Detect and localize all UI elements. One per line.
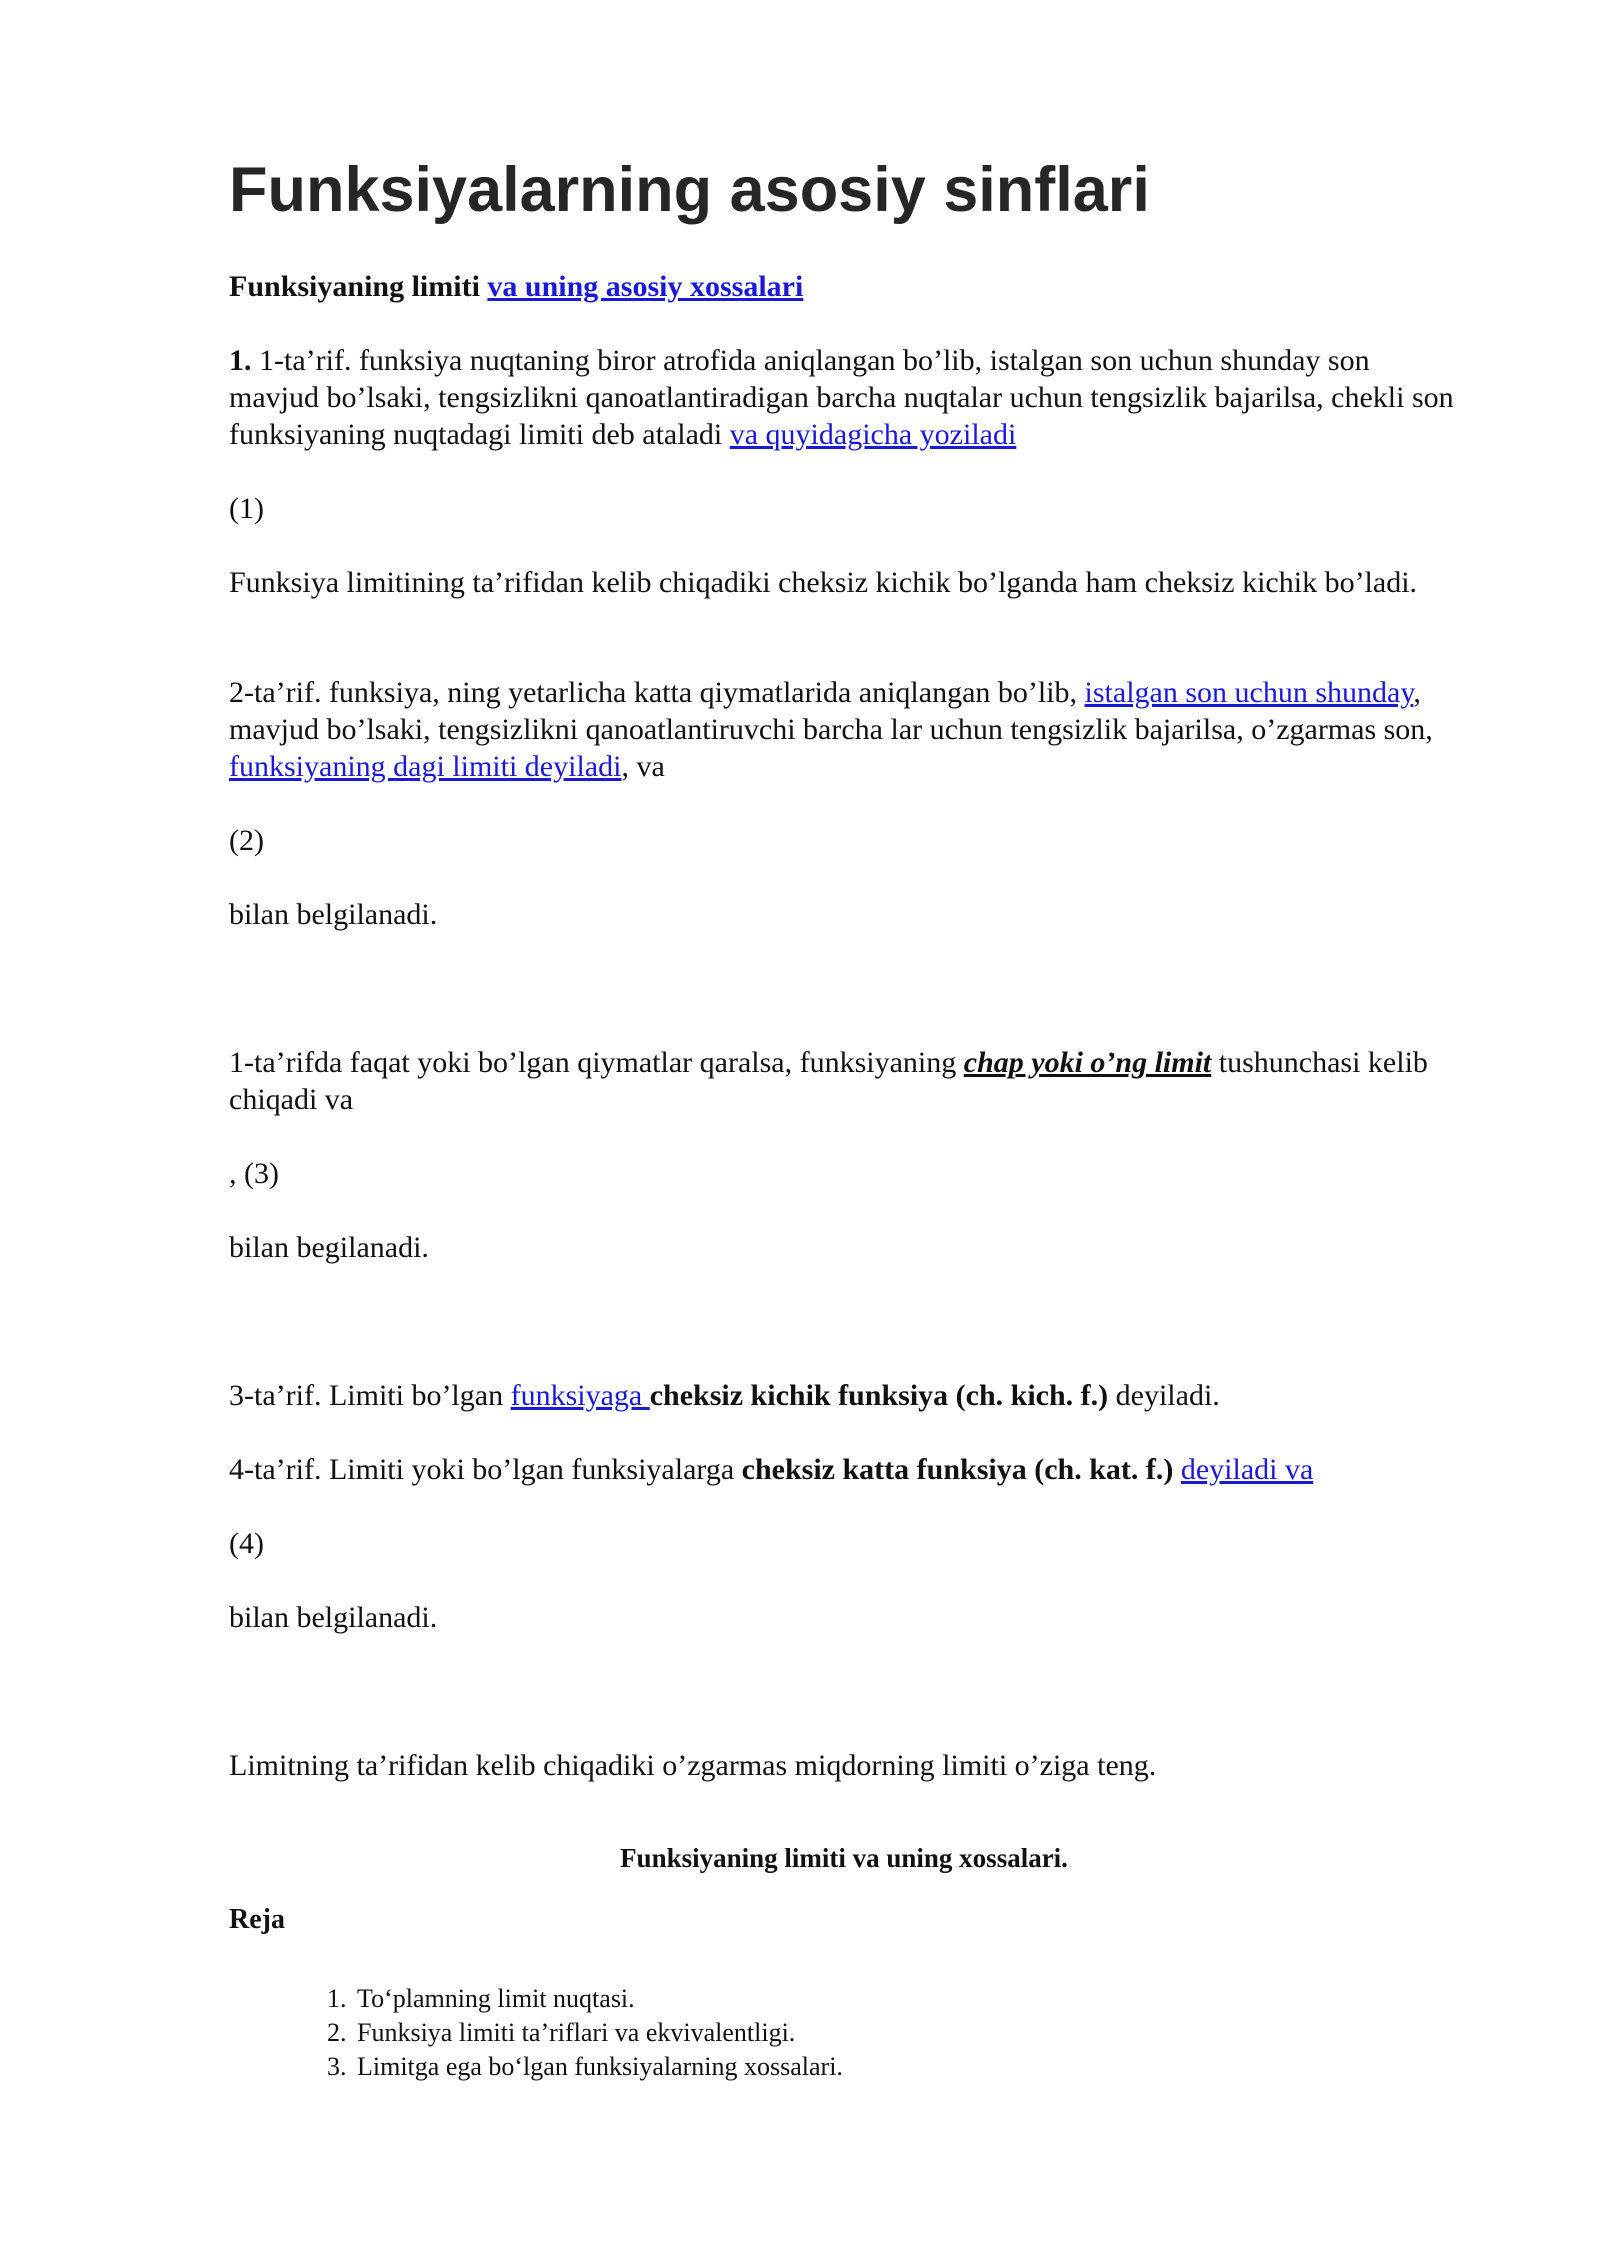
definition-2-link-2[interactable]: funksiyaning dagi limiti deyiladi: [229, 750, 622, 783]
definition-4-link[interactable]: deyiladi va: [1180, 1453, 1314, 1486]
paragraph-constant-limit: Limitning ta’rifidan kelib chiqadiki o’zgarmas miqdorning limiti o’ziga teng.: [229, 1749, 1157, 1782]
page-title: Funksiyalarning asosiy sinflari: [229, 155, 1150, 225]
definition-2-link-1[interactable]: istalgan son uchun shunday: [1084, 676, 1414, 709]
equation-2-label: (2): [229, 824, 264, 857]
one-sided-text-a: 1-ta’rifda faqat yoki bo’lgan qiymatlar qaralsa, funksiyaning: [229, 1046, 964, 1079]
one-sided-text-b: tushunchasi kelib chiqadi va: [229, 1046, 1428, 1116]
definition-3: [229, 1377, 1459, 1414]
paragraph-limit-consequence: Funksiya limitining ta’rifidan kelib chiqadiki cheksiz kichik bo’lganda ham cheksiz kichik bo’ladi.: [229, 566, 1418, 599]
definition-3-bold: cheksiz kichik funksiya (ch. kich. f.): [649, 1379, 1109, 1412]
paragraph-one-sided-limit: [229, 1044, 1459, 1118]
definition-3-text-a: 3-ta’rif. Limiti bo’lgan: [229, 1379, 511, 1412]
definition-1: [229, 342, 1459, 453]
definition-4-text-a: 4-ta’rif. Limiti yoki bo’lgan funksiyalarga: [229, 1453, 742, 1486]
definition-1-text: 1-ta’rif. funksiya nuqtaning biror atrofida aniqlangan bo’lib, istalgan son uchun shunday son mavjud bo’lsaki, tengsizlikni qanoatlantiradigan barcha nuqtalar uchun tengsizlik bajarilsa, chekli son funksiyaning nuqtadagi limiti deb ataladi: [229, 344, 1454, 451]
one-sided-emphasis: chap yoki o’ng limit: [963, 1046, 1212, 1079]
definition-2: [229, 674, 1459, 785]
definition-4-bold: cheksiz katta funksiya (ch. kat. f.): [741, 1453, 1174, 1486]
definition-4: [229, 1451, 1459, 1488]
definition-3-link[interactable]: funksiyaga: [510, 1379, 650, 1412]
plan-list: [325, 1982, 843, 2084]
subtitle-link[interactable]: va uning asosiy xossalari: [487, 270, 804, 303]
definition-2-text-a: 2-ta’rif. funksiya, ning yetarlicha katta qiymatlarida aniqlangan bo’lib,: [229, 676, 1085, 709]
plan-item: 2. Funksiya limiti ta’riflari va ekvivalentligi.: [353, 2016, 843, 2050]
definition-2-text-c: , va: [621, 750, 665, 783]
definition-3-text-b: deyiladi.: [1108, 1379, 1220, 1412]
equation-1-label: (1): [229, 492, 264, 525]
plan-item: 1. To‘plamning limit nuqtasi.: [353, 1982, 843, 2016]
definition-2-text-b: , mavjud bo’lsaki, tengsizlikni qanoatlantiruvchi barcha lar uchun tengsizlik bajarilsa, o’zgarmas son,: [229, 676, 1433, 746]
paragraph-notation-3: bilan begilanadi.: [229, 1231, 429, 1264]
equation-3-label: , (3): [229, 1157, 279, 1190]
definition-4-text-b: [1173, 1453, 1181, 1486]
definition-1-link[interactable]: va quyidagicha yoziladi: [729, 418, 1017, 451]
paragraph-notation-4: bilan belgilanadi.: [229, 1601, 438, 1634]
definition-1-number: 1.: [229, 344, 252, 377]
equation-4-label: (4): [229, 1527, 264, 1560]
subtitle: [229, 268, 1459, 305]
section-heading: Funksiyaning limiti va uning xossalari.: [620, 1843, 1068, 1873]
plan-item: 3. Limitga ega bo‘lgan funksiyalarning xossalari.: [353, 2050, 843, 2084]
plan-label: Reja: [229, 1904, 285, 1935]
paragraph-notation-2: bilan belgilanadi.: [229, 898, 438, 931]
subtitle-text: Funksiyaning limiti: [229, 270, 488, 303]
